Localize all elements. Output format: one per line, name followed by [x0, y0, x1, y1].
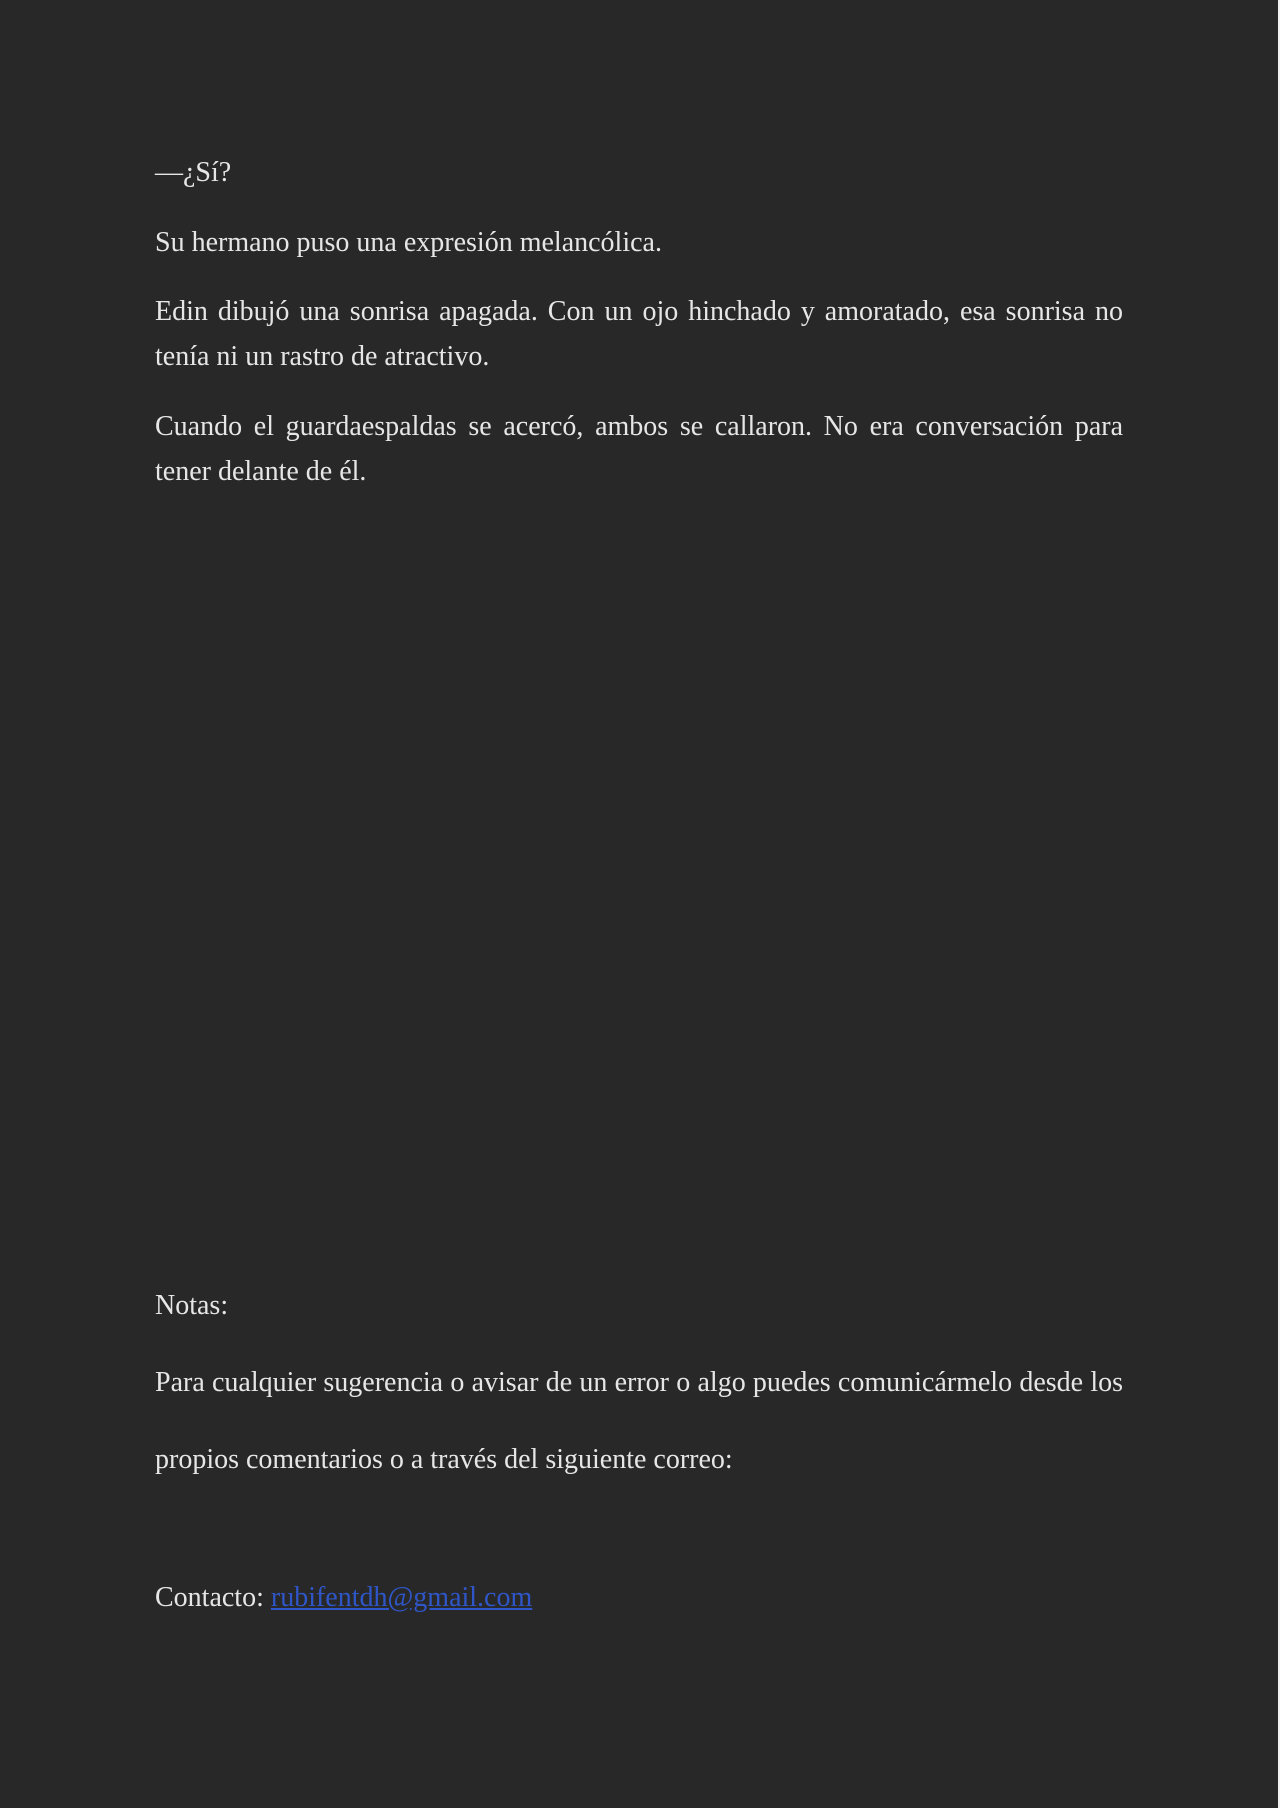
story-paragraph: —¿Sí?: [155, 157, 232, 188]
notes-title: Notas:: [155, 1290, 229, 1321]
contact-line: [155, 1575, 1123, 1620]
contact-label: Contacto:: [155, 1582, 271, 1613]
story-paragraph: Edin dibujó una sonrisa apagada. Con un ojo hinchado y amoratado, esa sonrisa no tenía ni un rastro de atractivo.: [155, 296, 1123, 372]
story-paragraph: Su hermano puso una expresión melancólica.: [155, 227, 662, 258]
notes-body: Para cualquier sugerencia o avisar de un error o algo puedes comunicármelo desde los propios comentarios o a través del siguiente correo:: [155, 1367, 1123, 1475]
contact-email-link[interactable]: rubifentdh@gmail.com: [270, 1582, 533, 1613]
story-paragraph: Cuando el guardaespaldas se acercó, ambos se callaron. No era conversación para tener delante de él.: [155, 411, 1123, 487]
